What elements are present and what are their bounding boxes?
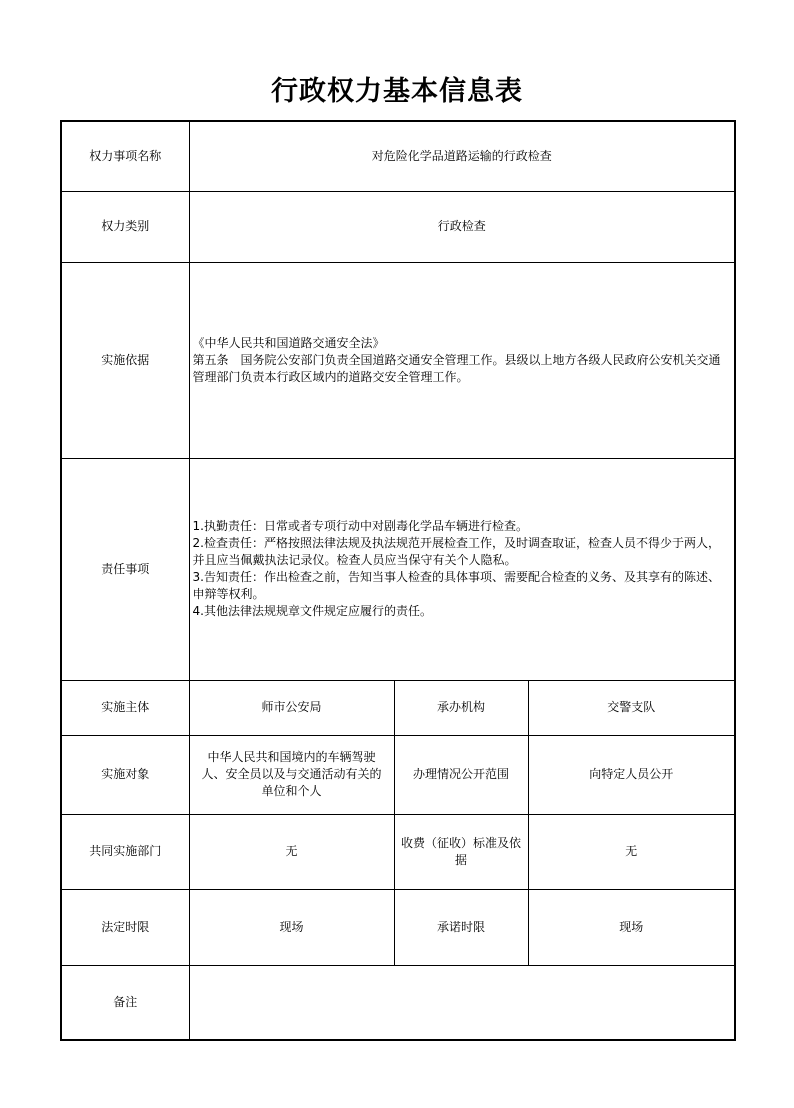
basis-line: 第五条 国务院公安部门负责全国道路交通安全管理工作。县级以上地方各级人民政府公安机关交通管理部门负责本行政区域内的道路交安全管理工作。 [192, 352, 721, 384]
row-category [61, 191, 735, 262]
responsibility-content [189, 458, 735, 680]
responsibility-line: 2.检查责任：严格按照法律法规及执法规范开展检查工作，及时调查取证，检查人员不得少于两人，并且应当佩戴执法记录仪。检查人员应当保守有关个人隐私。 [192, 536, 720, 567]
responsibility-line: 3.告知责任：作出检查之前，告知当事人检查的具体事项、需要配合检查的义务、及其享有的陈述、申辩等权利。 [192, 570, 720, 601]
basis-label: 实施依据 [61, 262, 189, 458]
item-name-value: 对危险化学品道路运输的行政检查 [189, 121, 735, 191]
row-responsibility [61, 458, 735, 680]
row-joint [61, 814, 735, 889]
row-item-name [61, 121, 735, 191]
row-target [61, 735, 735, 814]
row-basis [61, 262, 735, 458]
fee-standard-value: 无 [528, 814, 735, 889]
remarks-label: 备注 [61, 965, 189, 1040]
row-time-limit [61, 889, 735, 965]
responsibility-label: 责任事项 [61, 458, 189, 680]
agency-label: 承办机构 [394, 680, 528, 735]
joint-dept-label: 共同实施部门 [61, 814, 189, 889]
legal-time-limit-value: 现场 [189, 889, 394, 965]
remarks-value [189, 965, 735, 1040]
category-value: 行政检查 [189, 191, 735, 262]
responsibility-line: 1.执勤责任：日常或者专项行动中对剧毒化学品车辆进行检查。 [192, 519, 528, 533]
row-remarks [61, 965, 735, 1040]
target-value: 中华人民共和国境内的车辆驾驶人、安全员以及与交通活动有关的单位和个人 [189, 735, 394, 814]
basis-content [189, 262, 735, 458]
fee-standard-label: 收费（征收）标准及依据 [394, 814, 528, 889]
subject-value: 师市公安局 [189, 680, 394, 735]
item-name-label: 权力事项名称 [61, 121, 189, 191]
promised-time-limit-value: 现场 [528, 889, 735, 965]
legal-time-limit-label: 法定时限 [61, 889, 189, 965]
responsibility-line: 4.其他法律法规规章文件规定应履行的责任。 [192, 604, 432, 618]
document-title: 行政权力基本信息表 [271, 76, 523, 107]
disclosure-scope-label: 办理情况公开范围 [394, 735, 528, 814]
promised-time-limit-label: 承诺时限 [394, 889, 528, 965]
joint-dept-value: 无 [189, 814, 394, 889]
info-table [60, 120, 736, 1041]
row-subject [61, 680, 735, 735]
target-label: 实施对象 [61, 735, 189, 814]
category-label: 权力类别 [61, 191, 189, 262]
disclosure-scope-value: 向特定人员公开 [528, 735, 735, 814]
subject-label: 实施主体 [61, 680, 189, 735]
basis-line: 《中华人民共和国道路交通安全法》 [192, 335, 385, 350]
agency-value: 交警支队 [528, 680, 735, 735]
